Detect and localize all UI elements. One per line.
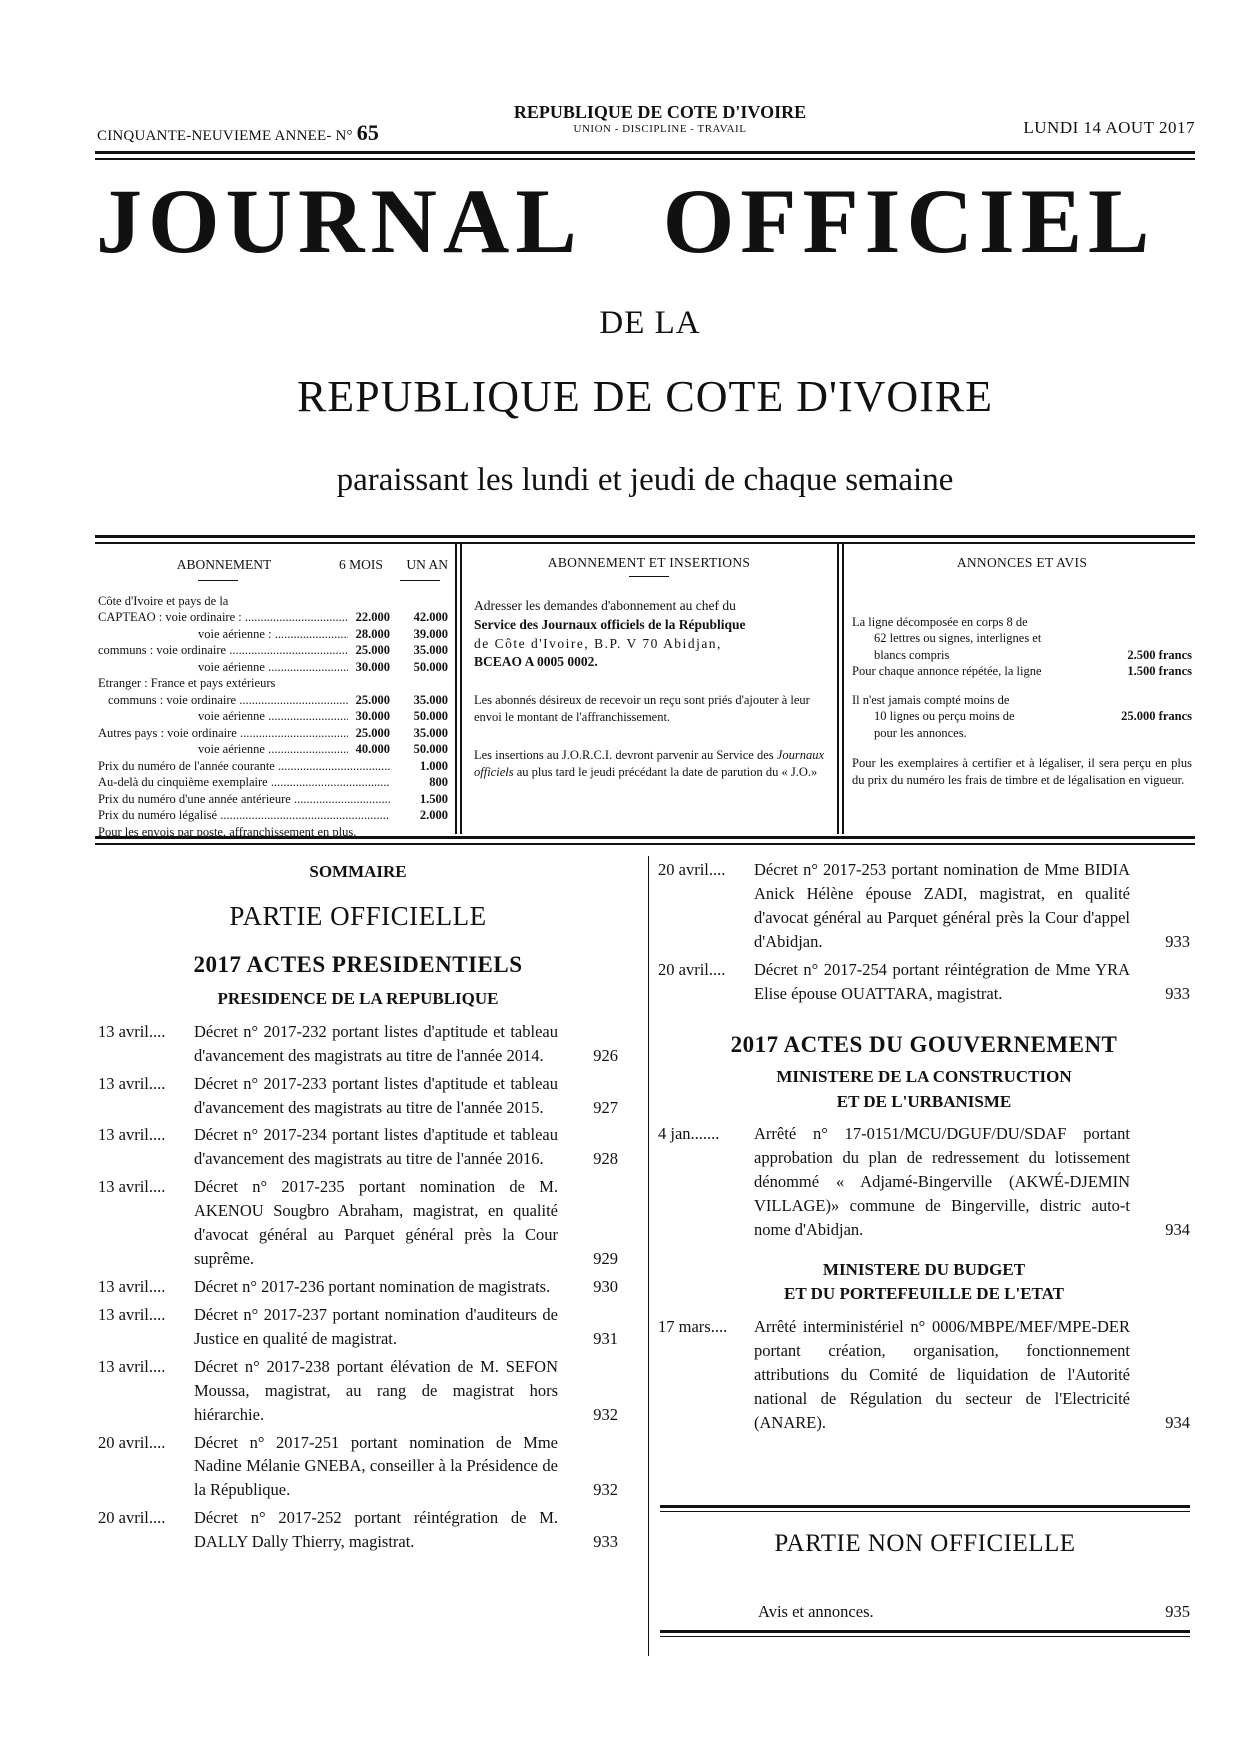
- toc-entry[interactable]: 20 avril.... Décret n° 2017-251 portant nomination de Mme Nadine Mélanie GNEBA, conseiller à la Présidence de la République. 932: [98, 1432, 618, 1500]
- annonces-line-7: pour les annonces.: [874, 725, 967, 740]
- non-officielle-rule-2: [660, 1511, 1190, 1512]
- insertions-heading: ABONNEMENT ET INSERTIONS: [547, 555, 751, 570]
- box-top-rule-1: [95, 535, 1195, 538]
- subtitle-de-la: DE LA: [599, 305, 701, 341]
- issue-date: LUNDI 14 AOUT 2017: [1023, 118, 1195, 137]
- price-row: Prix du numéro de l'année courante ..... 1.000: [98, 758, 448, 775]
- toc-entry[interactable]: 13 avril.... Décret n° 2017-238 portant élévation de M. SEFON Moussa, magistrat, au rang de magistrat hors hiérarchie. 932: [98, 1356, 618, 1424]
- box-top-rule-2: [95, 542, 1195, 544]
- subtitle-republique: REPUBLIQUE DE COTE D'IVOIRE: [296, 372, 994, 421]
- subscription-rates-box: [98, 550, 448, 839]
- rate-row: voie aérienne ..... 30.000 50.000: [98, 708, 448, 725]
- abonnement-intro: Côte d'Ivoire et pays de la: [98, 593, 229, 608]
- toc-entry-avis[interactable]: [758, 1602, 1190, 1622]
- republic-header: [480, 102, 840, 135]
- etranger-label: Etranger : France et pays extérieurs: [98, 676, 276, 691]
- avis-label: Avis et annonces.: [758, 1602, 874, 1621]
- insertions-p3c: au plus tard le jeudi précédant la date de parution du « J.O.»: [516, 764, 818, 779]
- annonces-line-2: 62 lettres ou signes, interlignes et: [874, 631, 1042, 646]
- insertions-p1b: Service des Journaux officiels de la République: [474, 616, 746, 632]
- annonces-price-2: 1.500 francs: [1127, 664, 1192, 679]
- edition-line: [97, 120, 379, 146]
- actes-presidentiels-heading: 2017 ACTES PRESIDENTIELS: [193, 951, 523, 977]
- box-divider-2b: [842, 544, 844, 834]
- publication-schedule: paraissant les lundi et jeudi de chaque semaine: [336, 462, 954, 498]
- toc-entry[interactable]: 20 avril.... Décret n° 2017-252 portant réintégration de M. DALLY Dally Thierry, magistrat. 933: [98, 1508, 618, 1552]
- insertions-p3b: Journaux officiels: [474, 748, 824, 779]
- sommaire-heading: SOMMAIRE: [309, 862, 407, 881]
- non-officielle-rule-1: [660, 1505, 1190, 1508]
- ministere-budget-a: MINISTERE DU BUDGET: [822, 1259, 1026, 1279]
- postal-note: Pour les envois par poste, affranchissement en plus.: [98, 824, 357, 839]
- actes-gouvernement-heading: 2017 ACTES DU GOUVERNEMENT: [730, 1031, 1118, 1057]
- ministere-construction-a: MINISTERE DE LA CONSTRUCTION: [776, 1066, 1072, 1086]
- column-divider: [648, 856, 649, 1656]
- box-bottom-rule-2: [95, 843, 1195, 845]
- insertions-p3a: Les insertions au J.O.R.C.I. devront parvenir au Service des: [474, 748, 774, 763]
- bottom-rule-2: [660, 1636, 1190, 1637]
- header-rule-1: [95, 151, 1195, 154]
- avis-page: 935: [1165, 1602, 1190, 1621]
- box-divider-1b: [460, 544, 462, 834]
- toc-entry[interactable]: 13 avril.... Décret n° 2017-235 portant nomination de M. AKENOU Sougbro Abraham, magistrat, en qualité d'avocat général au Parquet général près la Cour suprême. 929: [98, 1177, 618, 1269]
- toc-entry[interactable]: 13 avril.... Décret n° 2017-234 portant listes d'aptitude et tableau d'avancement des magistrats au titre de l'année 2016. 928: [98, 1125, 618, 1169]
- republic-name: REPUBLIQUE DE COTE D'IVOIRE: [513, 102, 807, 122]
- toc-entry[interactable]: 13 avril.... Décret n° 2017-232 portant listes d'aptitude et tableau d'avancement des magistrats au titre de l'année 2014. 926: [98, 1021, 618, 1065]
- rate-row: communs : voie ordinaire ..... 25.000 35.000: [98, 692, 448, 709]
- edition-number: 65: [356, 120, 380, 145]
- rate-row: voie aérienne : ..... 28.000 39.000: [98, 626, 448, 643]
- ministere-construction-b: ET DE L'URBANISME: [836, 1091, 1012, 1111]
- annonces-line-3: blancs compris: [874, 647, 950, 662]
- rate-row: Autres pays : voie ordinaire ..... 25.000 35.000: [98, 725, 448, 742]
- price-row: Au-delà du cinquième exemplaire ..... 800: [98, 774, 448, 791]
- sommaire-left-column: [98, 860, 618, 1558]
- col-6-mois: 6 MOIS: [339, 557, 383, 572]
- annonces-heading: ANNONCES ET AVIS: [956, 555, 1088, 570]
- title-word-journal: JOURNAL: [96, 170, 583, 272]
- header-rule-2: [95, 158, 1195, 160]
- rate-row: communs : voie ordinaire ..... 25.000 35.000: [98, 642, 448, 659]
- price-row: Prix du numéro d'une année antérieure ..... 1.500: [98, 791, 448, 808]
- partie-officielle-heading: PARTIE OFFICIELLE: [229, 900, 487, 931]
- toc-entry[interactable]: 20 avril.... Décret n° 2017-254 portant réintégration de Mme YRA Elise épouse OUATTARA, magistrat. 933: [658, 959, 1190, 1003]
- title-word-officiel: OFFICIEL: [662, 170, 1156, 272]
- republic-motto: UNION - DISCIPLINE - TRAVAIL: [573, 123, 747, 135]
- annonces-line-4: Pour chaque annonce répétée, la ligne: [852, 664, 1042, 679]
- bottom-rule-1: [660, 1630, 1190, 1633]
- toc-entry[interactable]: 17 mars.... Arrêté interministériel n° 0006/MBPE/MEF/MPE-DER portant création, organisation, fonctionnement attributions du Comité de liquidation de l'Autorité national de Régulation du secteur de l'Electricité (ANARE). 934: [658, 1317, 1190, 1432]
- ministere-budget-b: ET DU PORTEFEUILLE DE L'ETAT: [784, 1284, 1064, 1304]
- annonces-line-5: Il n'est jamais compté moins de: [852, 692, 1010, 707]
- toc-entry[interactable]: 13 avril.... Décret n° 2017-237 portant nomination d'auditeurs de Justice en qualité de magistrat. 931: [98, 1304, 618, 1348]
- journal-title: [96, 168, 1196, 274]
- price-row: Prix du numéro légalisé ..... 2.000: [98, 807, 448, 824]
- insertions-box: [474, 550, 824, 830]
- partie-non-officielle-heading: PARTIE NON OFFICIELLE: [774, 1530, 1076, 1557]
- sommaire-right-column: [658, 858, 1190, 1439]
- announcements-box: [852, 550, 1192, 830]
- insertions-p1d: BCEAO A 0005 0002.: [474, 654, 598, 670]
- box-divider-2: [837, 544, 839, 834]
- annonces-price-1: 2.500 francs: [1127, 647, 1192, 662]
- box-divider-1: [455, 544, 457, 834]
- annonces-line-8: Pour les exemplaires à certifier et à légaliser, il sera perçu en plus du prix du numéro les frais de timbre et de légalisation en vigueur.: [852, 756, 1192, 787]
- annonces-price-3: 25.000 francs: [1121, 709, 1192, 724]
- presidence-heading: PRESIDENCE DE LA REPUBLIQUE: [217, 989, 499, 1009]
- abonnement-heading: ABONNEMENT: [176, 557, 272, 572]
- rate-row: voie aérienne ..... 30.000 50.000: [98, 659, 448, 676]
- rate-row: voie aérienne ..... 40.000 50.000: [98, 741, 448, 758]
- rate-row: CAPTEAO : voie ordinaire : ..... 22.000 42.000: [98, 609, 448, 626]
- col-un-an: UN AN: [406, 557, 448, 572]
- toc-entry[interactable]: 13 avril.... Décret n° 2017-233 portant listes d'aptitude et tableau d'avancement des magistrats au titre de l'année 2015. 927: [98, 1073, 618, 1117]
- annonces-line-1: La ligne décomposée en corps 8 de: [852, 614, 1028, 629]
- insertions-p1a: Adresser les demandes d'abonnement au chef du: [474, 597, 736, 613]
- toc-entry[interactable]: 13 avril.... Décret n° 2017-236 portant nomination de magistrats. 930: [98, 1276, 618, 1296]
- toc-entry[interactable]: 4 jan....... Arrêté n° 17-0151/MCU/DGUF/DU/SDAF portant approbation du plan de redressement du lotissement dénommé « Adjamé-Bingerville (AKWÉ-DJEMIN VILLAGE)» commune de Bingerville, distric auto-t nome d'Abidjan. 934: [658, 1124, 1190, 1239]
- toc-entry[interactable]: 20 avril.... Décret n° 2017-253 portant nomination de Mme BIDIA Anick Hélène épouse ZADI, magistrat, en qualité d'avocat général au Parquet général près la Cour d'appel d'Abidjan. 933: [658, 860, 1190, 951]
- edition-prefix: CINQUANTE-NEUVIEME ANNEE- N°: [97, 128, 353, 144]
- annonces-line-6: 10 lignes ou perçu moins de: [874, 709, 1015, 724]
- insertions-p1c: de Côte d'Ivoire, B.P. V 70 Abidjan,: [474, 635, 722, 651]
- insertions-p2: Les abonnés désireux de recevoir un reçu sont priés d'ajouter à leur envoi le montant de l'affranchissement.: [474, 693, 810, 724]
